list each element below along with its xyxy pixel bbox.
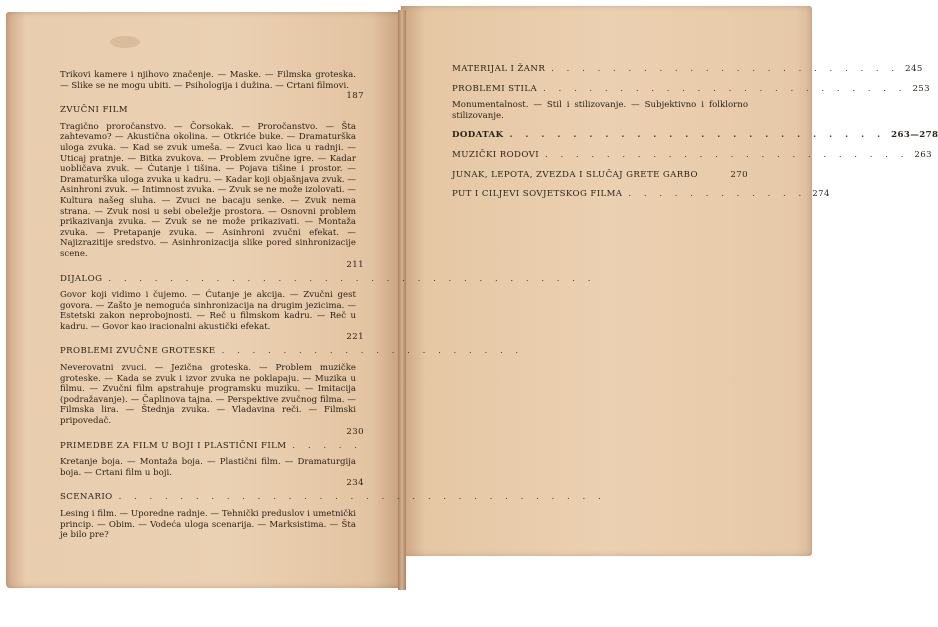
toc-page-number: 211 <box>346 259 364 270</box>
toc-leader-dots: . . . . . <box>292 440 363 451</box>
toc-page-number: 270 <box>730 169 748 180</box>
toc-entry-put-i-ciljevi <box>452 189 830 200</box>
paper-stain <box>110 36 140 48</box>
toc-entry-materijal-i-zanr <box>452 64 923 75</box>
toc-leader-dots: . . . . . . . . . . . . . . . . . . . . . . . . <box>509 130 886 141</box>
toc-description: Tragično proročanstvo. — Čorsokak. — Proročanstvo. — Šta zahtevamo? — Akustična okolina. — Otkriće buke. — Dramaturška uloga zvuka. — Kad se zvuk umeša. — Zvuci kao lica u radnji. — Uticaj pratnje. — Bitka zvukova. — Problem zvučne igre. — Kadar uobličava zvuk. — Ćutanje i tišina. — Pojava tišine i prostor. — Dramaturška uloga zvuka u kadru. — Kadar koji objašnjava zvuk. — Asinhroni zvuk. — Intimnost zvuka. — Zvuk se ne može izolovati. — Kultura našeg sluha. — Zvuci ne bacaju senke. — Zvuk nema strana. — Zvuk nosi u sebi obeležje prostora. — Osnovni problem prikazivanja zvuka. — Zvuk se ne može prikazivati. — Montaža zvuka. — Pretapanje zvuka. — Asinhroni zvučni efekat. — Najizrazitije sredstvo. — Asinhronizacija slike pored sinhronizacije scene. <box>60 121 356 259</box>
toc-heading-row <box>60 91 364 116</box>
toc-entry-muzicki-rodovi <box>452 149 933 161</box>
toc-title: JUNAK, LEPOTA, ZVEZDA I SLUČAJ GRETE GARBO <box>452 169 698 180</box>
toc-heading-row <box>60 478 606 503</box>
toc-page-number: 263—278 <box>891 130 938 141</box>
toc-leader-dots: . . . . . . . . . . . . . . . . . . . . . . . . . . . . . . . . <box>118 492 606 503</box>
toc-heading-row <box>452 170 748 181</box>
toc-leader-dots: . . . . . . . . . . . . <box>628 189 807 200</box>
toc-title: SCENARIO <box>60 492 113 503</box>
toc-title: ZVUČNI FILM <box>60 105 128 116</box>
toc-title: PROBLEMI ZVUČNE GROTESKE <box>60 346 216 357</box>
toc-leader-dots: . . . . . . . . . . . . . . . . . . . . . . . . <box>545 149 909 160</box>
right-page-contents <box>452 64 938 200</box>
toc-heading-row <box>60 259 596 285</box>
toc-entry-junak-lepota <box>452 170 748 181</box>
toc-page-number: 245 <box>905 64 923 74</box>
toc-entry-primedbe <box>60 426 364 479</box>
intro-text: Trikovi kamere i njihovo značenje. — Maske. — Filmska groteska. — Slike se ne mogu ubiti. — Psihologija i dužina. — Crtani filmovi. <box>60 70 356 91</box>
toc-heading-row <box>452 64 923 75</box>
toc-entry-dodatak <box>452 130 938 141</box>
toc-page-number: 253 <box>912 83 931 94</box>
toc-leader-dots: . . . . . . . . . . . . . . . . . . . . . . . . . . . . . . . . <box>108 273 596 284</box>
toc-description: Kretanje boja. — Montaža boja. — Plastični film. — Dramaturgija boja. — Crtani film u boji. <box>60 457 356 478</box>
book-gutter <box>398 10 406 590</box>
toc-description: Govor koji vidimo i čujemo. — Ćutanje je akcija. — Zvučni gest govora. — Zašto je nemoguća sinhronizacija na drugim jezicima. — Estetski zakon neprobojnosti. — Reč u filmskom kadru. — Reč u kadru. — Govor kao iracionalni akustički efekat. <box>60 290 356 332</box>
toc-page-number: 221 <box>346 332 364 343</box>
toc-heading-row <box>452 189 830 200</box>
toc-page-number: 263 <box>914 149 933 160</box>
toc-heading-row <box>60 426 364 452</box>
toc-page-number: 274 <box>812 189 830 200</box>
toc-title: DODATAK <box>452 130 504 141</box>
toc-description: Lesing i film. — Uporedne radnje. — Tehnički preduslov i umetnički princip. — Obim. — Vodeća uloga scenarija. — Marksistima. — Šta je bilo pre? <box>60 509 356 541</box>
toc-entry-scenario <box>60 478 606 541</box>
toc-page-number: 187 <box>346 91 364 102</box>
toc-page-number: 234 <box>346 478 364 489</box>
toc-entry-zvucni-film <box>60 91 364 259</box>
toc-title: MATERIJAL I ŽANR <box>452 64 546 74</box>
toc-leader-dots: . . . . . . . . . . . . . . . . . . . . <box>221 346 524 357</box>
toc-leader-dots: . . . . . . . . . . . . . . . . . . . . . . . <box>551 64 900 74</box>
toc-entry-dijalog <box>60 259 596 333</box>
toc-description: Neverovatni zvuci. — Jezična groteska. — Problem muzičke groteske. — Kada se zvuk i izvor zvuka ne poklapaju. — Muzika u filmu. — Zvučni film apstrahuje programsku muziku. — Imitacija (podražavanje). — Čaplinova tajna. — Perspektive zvučnog filma. — Filmska lira. — Štednja zvuka. — Vladavina reči. — Filmski pripovedač. <box>60 363 356 427</box>
toc-page-number: 230 <box>346 426 364 437</box>
toc-title: PUT I CILJEVI SOVJETSKOG FILMA <box>452 189 623 200</box>
toc-title: PRIMEDBE ZA FILM U BOJI I PLASTIČNI FILM <box>60 440 287 451</box>
toc-heading-row <box>452 83 931 95</box>
toc-title: DIJALOG <box>60 273 103 284</box>
toc-heading-row <box>60 332 524 357</box>
toc-title: PROBLEMI STILA <box>452 83 538 94</box>
toc-leader-dots: . . . . . . . . . . . . . . . . . . . . . . . . <box>543 83 907 94</box>
toc-heading-row <box>452 130 938 141</box>
toc-entry-problemi-stila <box>452 83 931 122</box>
toc-entry-problemi-zvucne-groteske <box>60 332 524 427</box>
toc-description: Monumentalnost. — Stil i stilizovanje. — Subjektivno i folklorno stilizovanje. <box>452 100 748 121</box>
toc-title: MUZIČKI RODOVI <box>452 149 540 160</box>
toc-heading-row <box>452 149 933 161</box>
